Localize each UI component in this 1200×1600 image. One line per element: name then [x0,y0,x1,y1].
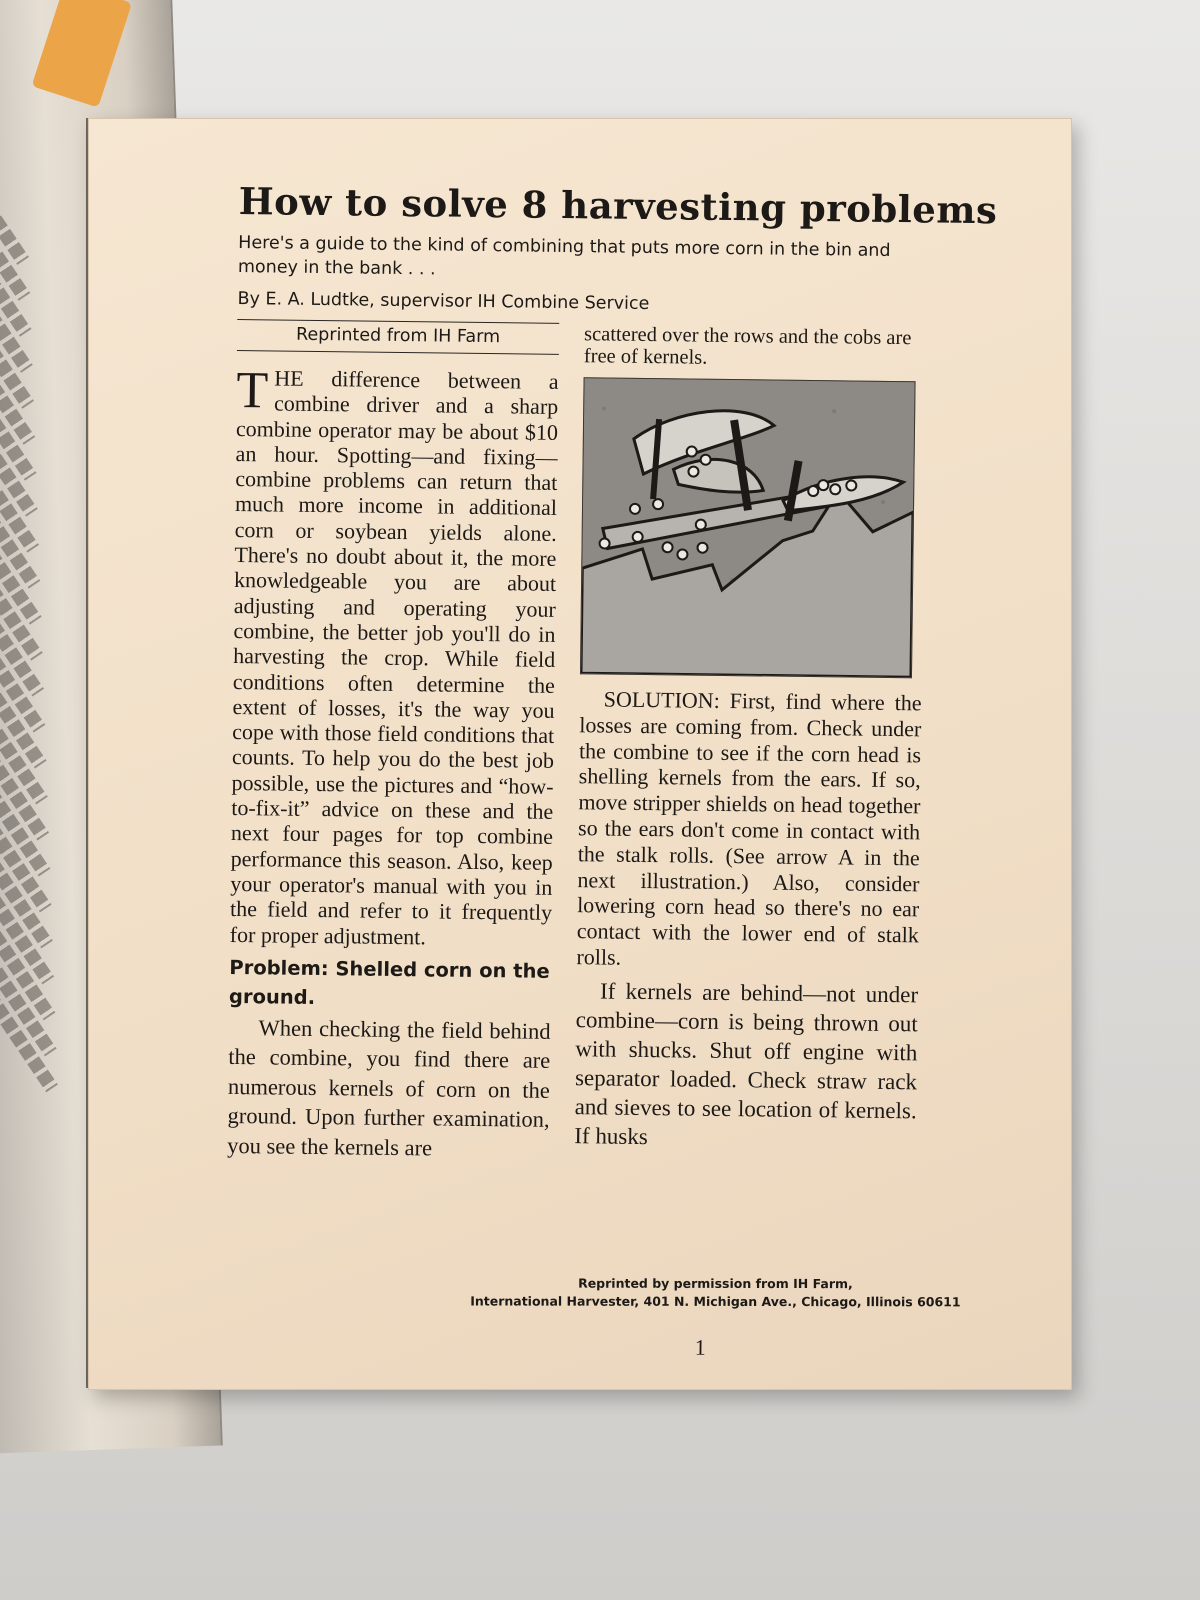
reprint-notice: Reprinted from IH Farm [237,319,559,355]
permission-footer [435,1274,995,1311]
footer-line-1: Reprinted by permission from IH Farm, [578,1275,853,1292]
corn-head-illustration [580,377,916,678]
column-left [227,319,559,1164]
booklet-page [88,118,1072,1390]
facing-page-banner [31,0,132,108]
problem-paragraph: When checking the field behind the combine, you find there are numerous kernels of corn on the ground. Upon further examination, you see the kernels are [227,1015,551,1161]
solution-paragraph-2: If kernels are behind—not under combine—corn is being thrown out with shucks. Shut off engine with separator loaded. Check straw rack and sieves to see location of kernels. If husks [574,978,919,1149]
column-right [574,323,926,1154]
article-title: How to solve 8 harvesting problems [238,179,998,233]
article-columns [227,319,997,1161]
article-dek: Here's a guide to the kind of combining that puts more corn in the bin and money in the bank . . . [237,232,891,280]
stalk-roll-drawing [581,378,915,677]
problem-heading: Problem: Shelled corn on the ground. [228,955,550,1009]
article-byline: By E. A. Ludtke, supervisor IH Combine Service [237,288,650,315]
footer-line-2: International Harvester, 401 N. Michigan Ave., Chicago, Illinois 60611 [470,1293,961,1310]
solution-paragraph: SOLUTION: First, find where the losses are coming from. Check under the combine to see if the corn head is shelling kernels from the ears. If so, move stripper shields on head together so the ears don't come in contact with the stalk rolls. (See arrow A in the next illustration.) Also, consider lowering corn head so there's no ear contact with the lower end of stalk rolls. [576,686,922,970]
intro-paragraph [229,361,559,951]
intro-text: HE difference between a combine driver and a sharp combine operator may be about $10 an hour. Spotting—and fixing—combine problems can return that much more income in additional corn or soybean yields alone. There's no doubt about it, the more knowledgeable you are about adjusting and operating your combine, the better job you'll do in harvesting the crop. While field conditions often determine the extent of losses, it's the way you cope with those field conditions that counts. To help you do the best job possible, use the pictures and “how-to-fix-it” advice on these and the next four pages for top combine performance this season. Also, keep your operator's manual with you in the field and refer to it frequently for proper adjustment. [229,365,559,949]
continued-text: scattered over the rows and the cobs are free of kernels. [583,323,912,369]
page-number: 1 [694,1334,706,1360]
page-content [227,179,999,1360]
drop-cap: T [236,361,269,420]
